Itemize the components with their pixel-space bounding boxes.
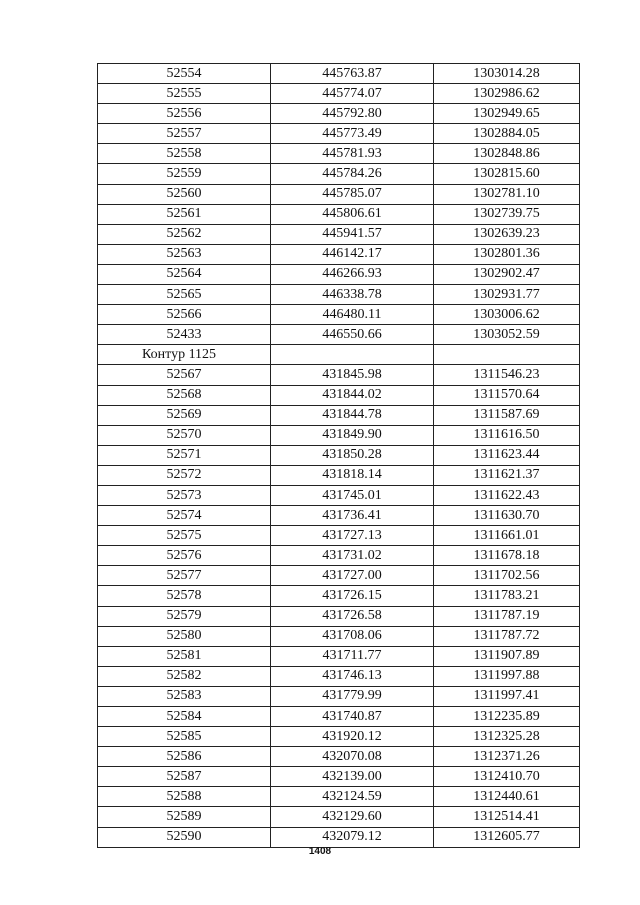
table-row	[98, 465, 580, 485]
x-coordinate-cell: 445806.61	[271, 204, 434, 224]
point-id-cell: 52568	[98, 385, 271, 405]
point-id-cell: 52573	[98, 485, 271, 505]
section-label: Контур 1125	[98, 345, 271, 365]
point-id-cell: 52581	[98, 646, 271, 666]
x-coordinate-cell: 431740.87	[271, 707, 434, 727]
x-coordinate-cell: 431844.78	[271, 405, 434, 425]
y-coordinate-cell: 1312325.28	[434, 727, 580, 747]
y-coordinate-cell: 1303052.59	[434, 325, 580, 345]
table-row	[98, 285, 580, 305]
x-coordinate-cell: 431818.14	[271, 465, 434, 485]
y-coordinate-cell: 1311907.89	[434, 646, 580, 666]
table-row	[98, 747, 580, 767]
x-coordinate-cell: 446142.17	[271, 244, 434, 264]
table-row	[98, 626, 580, 646]
table-row	[98, 64, 580, 84]
table-row	[98, 727, 580, 747]
point-id-cell: 52586	[98, 747, 271, 767]
y-coordinate-cell: 1312371.26	[434, 747, 580, 767]
table-row	[98, 305, 580, 325]
y-coordinate-cell: 1311787.19	[434, 606, 580, 626]
y-coordinate-cell: 1311546.23	[434, 365, 580, 385]
table-row	[98, 546, 580, 566]
y-coordinate-cell: 1302801.36	[434, 244, 580, 264]
table-row	[98, 224, 580, 244]
x-coordinate-cell: 431779.99	[271, 686, 434, 706]
y-coordinate-cell: 1311623.44	[434, 445, 580, 465]
x-coordinate-cell: 445774.07	[271, 84, 434, 104]
point-id-cell: 52584	[98, 707, 271, 727]
table-row	[98, 807, 580, 827]
y-coordinate-cell: 1312410.70	[434, 767, 580, 787]
point-id-cell: 52561	[98, 204, 271, 224]
y-coordinate-cell: 1312514.41	[434, 807, 580, 827]
table-row	[98, 606, 580, 626]
table-row	[98, 767, 580, 787]
y-coordinate-cell: 1303014.28	[434, 64, 580, 84]
x-coordinate-cell: 445781.93	[271, 144, 434, 164]
y-coordinate-cell: 1311622.43	[434, 485, 580, 505]
y-coordinate-cell: 1311661.01	[434, 526, 580, 546]
coordinates-table-body	[98, 64, 580, 848]
point-id-cell: 52575	[98, 526, 271, 546]
table-row	[98, 686, 580, 706]
table-row	[98, 827, 580, 847]
point-id-cell: 52567	[98, 365, 271, 385]
table-row	[98, 787, 580, 807]
point-id-cell: 52588	[98, 787, 271, 807]
x-coordinate-cell: 431726.15	[271, 586, 434, 606]
empty-cell	[434, 345, 580, 365]
x-coordinate-cell: 446338.78	[271, 285, 434, 305]
x-coordinate-cell: 445941.57	[271, 224, 434, 244]
x-coordinate-cell: 431731.02	[271, 546, 434, 566]
x-coordinate-cell: 431849.90	[271, 425, 434, 445]
x-coordinate-cell: 432124.59	[271, 787, 434, 807]
table-row	[98, 144, 580, 164]
y-coordinate-cell: 1302949.65	[434, 104, 580, 124]
point-id-cell: 52583	[98, 686, 271, 706]
point-id-cell: 52563	[98, 244, 271, 264]
table-row	[98, 184, 580, 204]
y-coordinate-cell: 1312605.77	[434, 827, 580, 847]
coordinates-table	[97, 63, 580, 848]
x-coordinate-cell: 431727.00	[271, 566, 434, 586]
table-row	[98, 586, 580, 606]
y-coordinate-cell: 1302815.60	[434, 164, 580, 184]
page-number: 1408	[308, 846, 332, 857]
point-id-cell: 52569	[98, 405, 271, 425]
point-id-cell: 52565	[98, 285, 271, 305]
y-coordinate-cell: 1312440.61	[434, 787, 580, 807]
x-coordinate-cell: 445773.49	[271, 124, 434, 144]
x-coordinate-cell: 431850.28	[271, 445, 434, 465]
y-coordinate-cell: 1302639.23	[434, 224, 580, 244]
table-row	[98, 405, 580, 425]
x-coordinate-cell: 431920.12	[271, 727, 434, 747]
table-row	[98, 445, 580, 465]
x-coordinate-cell: 431736.41	[271, 506, 434, 526]
table-row	[98, 104, 580, 124]
y-coordinate-cell: 1311997.88	[434, 666, 580, 686]
point-id-cell: 52557	[98, 124, 271, 144]
section-header-row	[98, 345, 580, 365]
y-coordinate-cell: 1311570.64	[434, 385, 580, 405]
x-coordinate-cell: 431746.13	[271, 666, 434, 686]
y-coordinate-cell: 1311616.50	[434, 425, 580, 445]
table-row	[98, 204, 580, 224]
y-coordinate-cell: 1302848.86	[434, 144, 580, 164]
table-row	[98, 264, 580, 284]
x-coordinate-cell: 445784.26	[271, 164, 434, 184]
table-row	[98, 425, 580, 445]
y-coordinate-cell: 1302902.47	[434, 264, 580, 284]
point-id-cell: 52558	[98, 144, 271, 164]
y-coordinate-cell: 1311587.69	[434, 405, 580, 425]
point-id-cell: 52579	[98, 606, 271, 626]
y-coordinate-cell: 1303006.62	[434, 305, 580, 325]
table-row	[98, 164, 580, 184]
table-row	[98, 84, 580, 104]
table-row	[98, 646, 580, 666]
y-coordinate-cell: 1311997.41	[434, 686, 580, 706]
x-coordinate-cell: 431727.13	[271, 526, 434, 546]
point-id-cell: 52566	[98, 305, 271, 325]
point-id-cell: 52572	[98, 465, 271, 485]
x-coordinate-cell: 431844.02	[271, 385, 434, 405]
y-coordinate-cell: 1311630.70	[434, 506, 580, 526]
point-id-cell: 52587	[98, 767, 271, 787]
x-coordinate-cell: 431845.98	[271, 365, 434, 385]
y-coordinate-cell: 1302739.75	[434, 204, 580, 224]
x-coordinate-cell: 432139.00	[271, 767, 434, 787]
x-coordinate-cell: 446550.66	[271, 325, 434, 345]
point-id-cell: 52574	[98, 506, 271, 526]
x-coordinate-cell: 431745.01	[271, 485, 434, 505]
point-id-cell: 52578	[98, 586, 271, 606]
point-id-cell: 52589	[98, 807, 271, 827]
table-row	[98, 707, 580, 727]
x-coordinate-cell: 432129.60	[271, 807, 434, 827]
table-row	[98, 485, 580, 505]
point-id-cell: 52576	[98, 546, 271, 566]
x-coordinate-cell: 446266.93	[271, 264, 434, 284]
y-coordinate-cell: 1311702.56	[434, 566, 580, 586]
table-row	[98, 506, 580, 526]
x-coordinate-cell: 446480.11	[271, 305, 434, 325]
x-coordinate-cell: 431726.58	[271, 606, 434, 626]
x-coordinate-cell: 445792.80	[271, 104, 434, 124]
table-row	[98, 124, 580, 144]
point-id-cell: 52580	[98, 626, 271, 646]
point-id-cell: 52560	[98, 184, 271, 204]
x-coordinate-cell: 445763.87	[271, 64, 434, 84]
table-row	[98, 526, 580, 546]
y-coordinate-cell: 1302931.77	[434, 285, 580, 305]
point-id-cell: 52590	[98, 827, 271, 847]
y-coordinate-cell: 1312235.89	[434, 707, 580, 727]
point-id-cell: 52571	[98, 445, 271, 465]
table-row	[98, 385, 580, 405]
point-id-cell: 52559	[98, 164, 271, 184]
point-id-cell: 52562	[98, 224, 271, 244]
x-coordinate-cell: 432079.12	[271, 827, 434, 847]
point-id-cell: 52582	[98, 666, 271, 686]
point-id-cell: 52564	[98, 264, 271, 284]
empty-cell	[271, 345, 434, 365]
table-row	[98, 566, 580, 586]
table-row	[98, 244, 580, 264]
point-id-cell: 52570	[98, 425, 271, 445]
x-coordinate-cell: 431711.77	[271, 646, 434, 666]
point-id-cell: 52555	[98, 84, 271, 104]
point-id-cell: 52554	[98, 64, 271, 84]
table-row	[98, 325, 580, 345]
table-row	[98, 666, 580, 686]
point-id-cell: 52556	[98, 104, 271, 124]
y-coordinate-cell: 1302884.05	[434, 124, 580, 144]
y-coordinate-cell: 1311621.37	[434, 465, 580, 485]
x-coordinate-cell: 431708.06	[271, 626, 434, 646]
x-coordinate-cell: 445785.07	[271, 184, 434, 204]
y-coordinate-cell: 1311787.72	[434, 626, 580, 646]
y-coordinate-cell: 1302781.10	[434, 184, 580, 204]
point-id-cell: 52585	[98, 727, 271, 747]
point-id-cell: 52577	[98, 566, 271, 586]
x-coordinate-cell: 432070.08	[271, 747, 434, 767]
point-id-cell: 52433	[98, 325, 271, 345]
y-coordinate-cell: 1311783.21	[434, 586, 580, 606]
y-coordinate-cell: 1302986.62	[434, 84, 580, 104]
table-row	[98, 365, 580, 385]
y-coordinate-cell: 1311678.18	[434, 546, 580, 566]
